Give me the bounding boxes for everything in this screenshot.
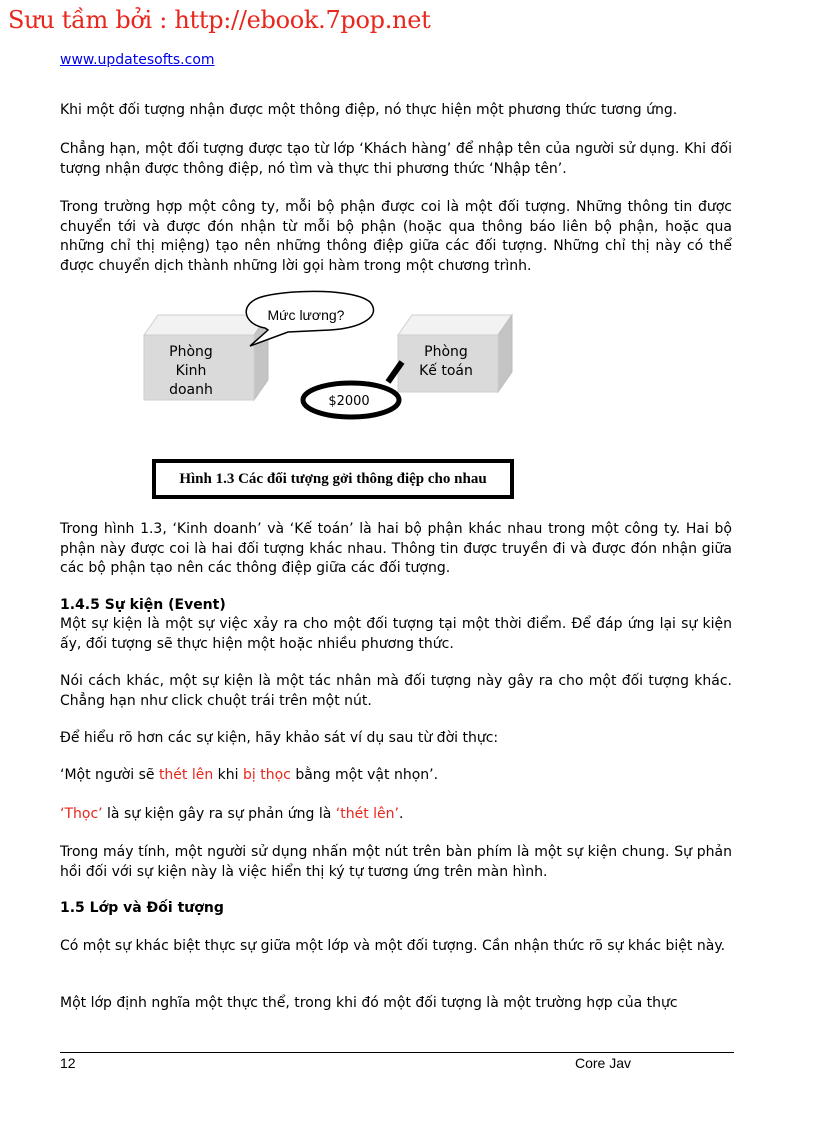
example2-part-b: là sự kiện gây ra sự phản ứng là	[102, 806, 336, 822]
heading-class-object: 1.5 Lớp và Đối tượng	[60, 900, 224, 916]
paragraph-event-example-intro: Để hiểu rõ hơn các sự kiện, hãy khảo sát ví dụ sau từ đời thực:	[60, 730, 499, 746]
paragraph-company: Trong trường hợp một công ty, mỗi bộ phận được coi là một đối tượng. Những thông tin được chuyển tới và được đón nhận từ mỗi bộ phận (hoặc qua thông báo liên bộ phận, hoặc qua những chỉ thị miệng) tạo nên những thông điệp giữa các đối tượng. Những chỉ thị này có thể được chuyển dịch thành những lời gọi hàm trong một chương trình.	[60, 199, 732, 274]
paragraph-keyboard-event: Trong máy tính, một người sử dụng nhấn một nút trên bàn phím là một sự kiện chung. Sự phản hồi đối với sự kiện này là việc hiển thị ký tự tương ứng trên màn hình.	[60, 844, 732, 880]
example1-part-c: khi	[213, 767, 244, 783]
example1-highlight-poked: bị thọc	[243, 767, 291, 783]
example1-part-e: bằng một vật nhọn’.	[290, 767, 439, 783]
figure-diagram	[130, 290, 530, 420]
watermark: Sưu tầm bởi : http://ebook.7pop.net	[8, 6, 431, 34]
speech-bubble-text: Mức lương?	[267, 307, 345, 323]
paragraph-message: Khi một đối tượng nhận được một thông điệp, nó thực hiện một phương thức tương ứng.	[60, 102, 678, 118]
paragraph-example-quote	[60, 766, 732, 786]
site-link[interactable]: www.updatesofts.com	[60, 52, 215, 68]
example2-highlight-scream: ‘thét lên’	[335, 806, 399, 822]
figure-objects-messages	[130, 290, 530, 420]
footer-rule	[60, 1052, 734, 1053]
footer-book-title: Core Jav	[575, 1055, 632, 1071]
paragraph-class-definition: Một lớp định nghĩa một thực thể, trong khi đó một đối tượng là một trường hợp của thực	[60, 995, 678, 1011]
money-bubble	[303, 362, 402, 417]
paragraph-class-object-difference: Có một sự khác biệt thực sự giữa một lớp và một đối tượng. Cần nhận thức rõ sự khác biệt này.	[60, 938, 726, 954]
sales-label-line1: Phòng	[169, 344, 213, 360]
paragraph-event-other-words: Nói cách khác, một sự kiện là một tác nhân mà đối tượng này gây ra cho một đối tượng khác. Chẳng hạn như click chuột trái trên một nút.	[60, 673, 732, 709]
example2-highlight-poke: ‘Thọc’	[60, 806, 103, 822]
accounting-label-line1: Phòng	[424, 344, 468, 360]
paragraph-example-reaction	[60, 805, 732, 825]
example1-part-a: ‘Một người sẽ	[60, 767, 159, 783]
paragraph-example-customer: Chẳng hạn, một đối tượng được tạo từ lớp ‘Khách hàng’ để nhập tên của người sử dụng. Khi đối tượng nhận được thông điệp, nó tìm và thực thi phương thức ‘Nhập tên’.	[60, 141, 732, 177]
figure-caption: Hình 1.3 Các đối tượng gởi thông điệp cho nhau	[152, 459, 514, 499]
paragraph-figure-explanation: Trong hình 1.3, ‘Kinh doanh’ và ‘Kế toán’ là hai bộ phận khác nhau trong một công ty. Hai bộ phận này được coi là hai đối tượng khác nhau. Thông tin được truyền đi và được đón nhận giữa các bộ phận tạo nên các thông điệp giữa các đối tượng.	[60, 521, 732, 576]
speech-bubble	[246, 291, 373, 346]
money-bubble-text: $2000	[328, 394, 370, 409]
cube-sales-department	[144, 315, 268, 400]
example1-highlight-scream: thét lên	[158, 767, 214, 783]
accounting-label-line2: Kế toán	[419, 363, 473, 379]
sales-label-line3: doanh	[169, 382, 213, 398]
heading-event: 1.4.5 Sự kiện (Event)	[60, 597, 226, 613]
sales-label-line2: Kinh	[175, 363, 207, 379]
page-number: 12	[60, 1055, 76, 1071]
paragraph-event-definition: Một sự kiện là một sự việc xảy ra cho một đối tượng tại một thời điểm. Để đáp ứng lại sự kiện ấy, đối tượng sẽ thực hiện một hoặc nhiều phương thức.	[60, 616, 732, 652]
example2-part-d: .	[398, 806, 404, 822]
cube-accounting-department	[398, 315, 512, 392]
